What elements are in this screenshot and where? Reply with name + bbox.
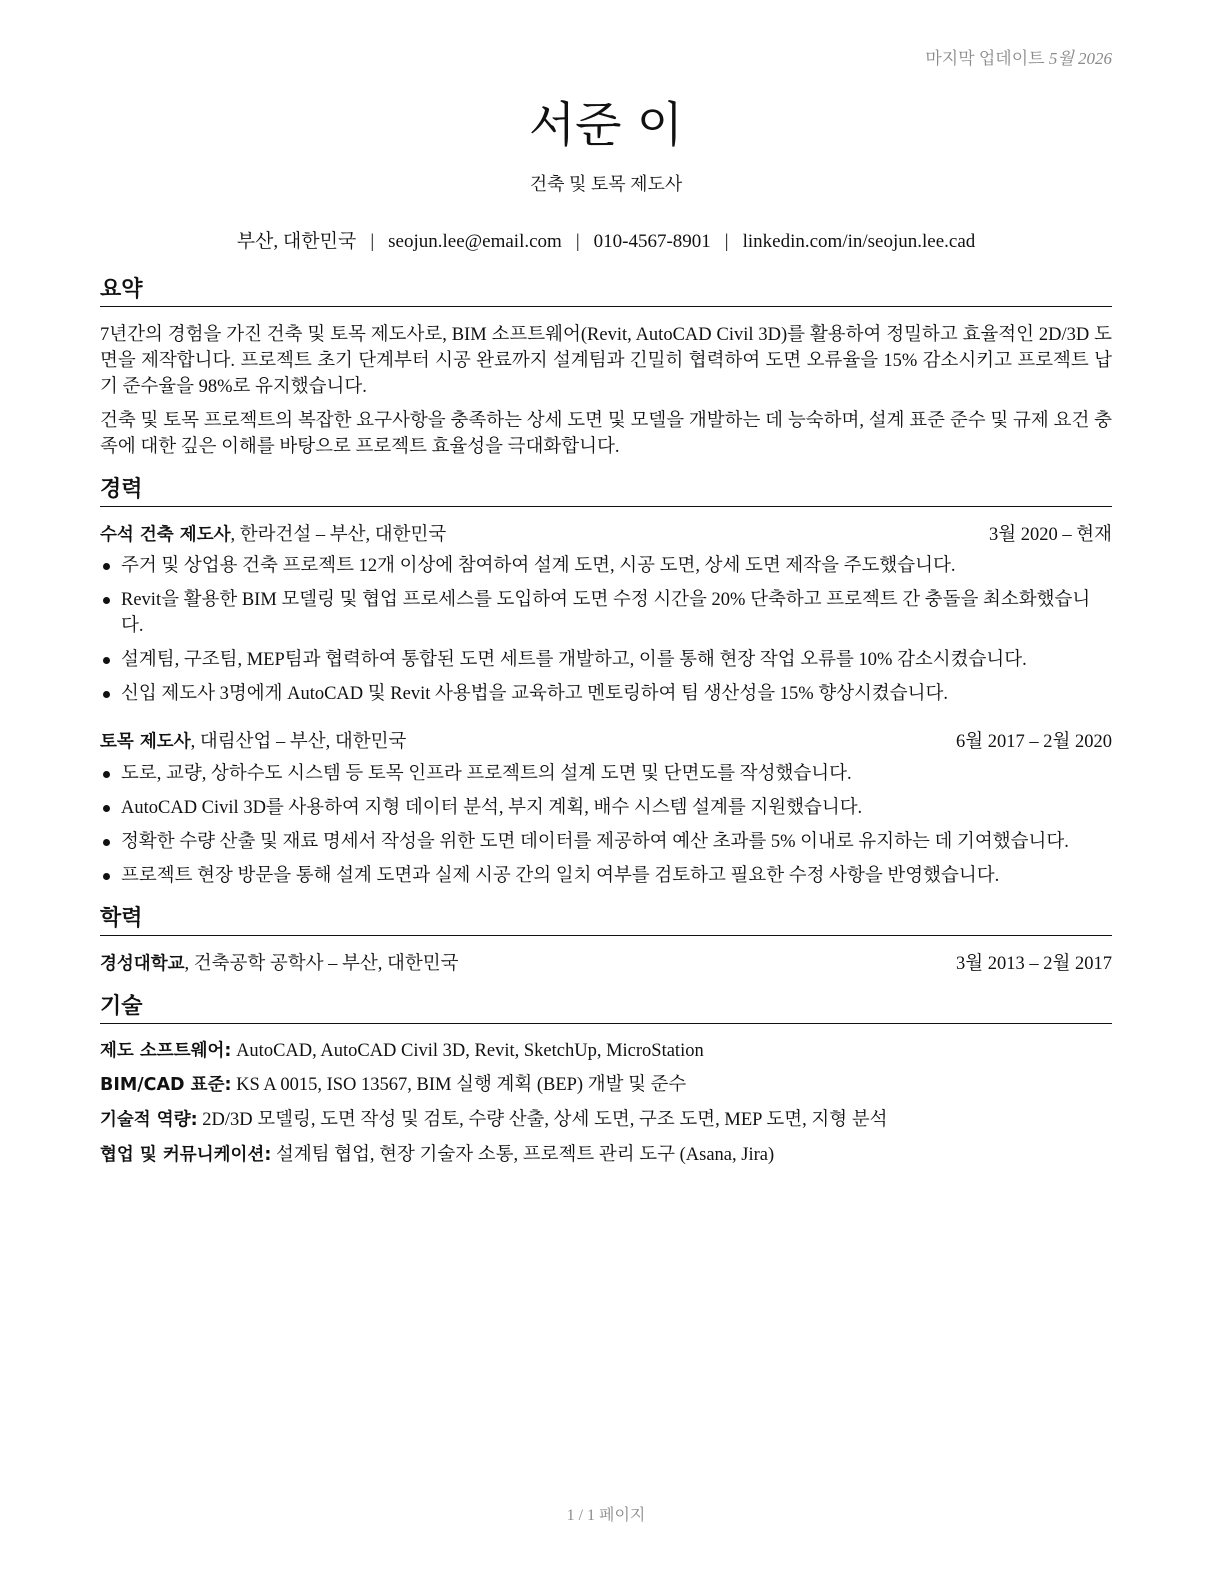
degree-detail: , 건축공학 공학사 – 부산, 대한민국 bbox=[184, 954, 459, 974]
list-item: 도로, 교량, 상하수도 시스템 등 토목 인프라 프로젝트의 설계 도면 및 단면도를 작성했습니다. bbox=[100, 761, 1112, 787]
job-role: 수석 건축 제도사 bbox=[100, 525, 231, 545]
skill-value: AutoCAD, AutoCAD Civil 3D, Revit, SketchUp, MicroStation bbox=[231, 1041, 704, 1061]
summary-heading: 요약 bbox=[100, 276, 1112, 307]
job-org: , 대림산업 – 부산, 대한민국 bbox=[190, 732, 407, 752]
candidate-name: 서준 이 bbox=[528, 97, 684, 153]
school-name: 경성대학교 bbox=[100, 954, 185, 974]
skill-line bbox=[100, 1073, 1112, 1097]
education-dates: 3월 2013 – 2월 2017 bbox=[956, 954, 1112, 974]
job-header bbox=[100, 523, 1112, 547]
list-item: Revit을 활용한 BIM 모델링 및 협업 프로세스를 도입하여 도면 수정 시간을 20% 단축하고 프로젝트 간 충돌을 최소화했습니다. bbox=[100, 587, 1112, 639]
job-org: , 한라건설 – 부산, 대한민국 bbox=[230, 525, 447, 545]
skill-label: 제도 소프트웨어: bbox=[100, 1041, 232, 1061]
contact-phone: 010-4567-8901 bbox=[593, 231, 711, 252]
skill-label: BIM/CAD 표준: bbox=[100, 1075, 232, 1095]
education-entry bbox=[100, 952, 1112, 976]
resume-page bbox=[100, 0, 1112, 1584]
job-bullets bbox=[100, 761, 1112, 897]
list-item: 프로젝트 현장 방문을 통해 설계 도면과 실제 시공 간의 일치 여부를 검토하고 필요한 수정 사항을 반영했습니다. bbox=[100, 863, 1112, 889]
experience-heading: 경력 bbox=[100, 476, 1112, 507]
list-item: 설계팀, 구조팀, MEP팀과 협력하여 통합된 도면 세트를 개발하고, 이를 통해 현장 작업 오류를 10% 감소시켰습니다. bbox=[100, 647, 1112, 673]
summary-paragraph: 건축 및 토목 프로젝트의 복잡한 요구사항을 충족하는 상세 도면 및 모델을 개발하는 데 능숙하며, 설계 표준 준수 및 규제 요건 충족에 대한 깊은 이해를 바탕으로 프로젝트 효율성을 극대화합니다. bbox=[100, 411, 1112, 457]
list-item: 신입 제도사 3명에게 AutoCAD 및 Revit 사용법을 교육하고 멘토링하여 팀 생산성을 15% 향상시켰습니다. bbox=[100, 681, 1112, 707]
skill-value: 설계팀 협업, 현장 기술자 소통, 프로젝트 관리 도구 (Asana, Jira) bbox=[271, 1145, 775, 1165]
contact-line bbox=[100, 226, 1112, 253]
skill-value: 2D/3D 모델링, 도면 작성 및 검토, 수량 산출, 상세 도면, 구조 도면, MEP 도면, 지형 분석 bbox=[197, 1110, 888, 1130]
job-header bbox=[100, 730, 1112, 754]
contact-location: 부산, 대한민국 bbox=[236, 231, 357, 252]
contact-linkedin[interactable]: linkedin.com/in/seojun.lee.cad bbox=[742, 231, 976, 252]
skill-label: 기술적 역량: bbox=[100, 1110, 198, 1130]
list-item: AutoCAD Civil 3D를 사용하여 지형 데이터 분석, 부지 계획, 배수 시스템 설계를 지원했습니다. bbox=[100, 795, 1112, 821]
skill-value: KS A 0015, ISO 13567, BIM 실행 계획 (BEP) 개발 및 준수 bbox=[231, 1075, 687, 1095]
job-bullets bbox=[100, 553, 1112, 715]
skill-line bbox=[100, 1108, 1112, 1132]
summary-paragraph: 7년간의 경험을 가진 건축 및 토목 제도사로, BIM 소프트웨어(Revit, AutoCAD Civil 3D)를 활용하여 정밀하고 효율적인 2D/3D 도면을 제작합니다. 프로젝트 초기 단계부터 시공 완료까지 설계팀과 긴밀히 협력하여 도면 오류율을 15% 감소시키고 프로젝트 납기 준수율을 98%로 유지했습니다. bbox=[100, 325, 1112, 397]
contact-separator: | bbox=[370, 231, 375, 252]
skill-line bbox=[100, 1143, 1112, 1167]
list-item: 주거 및 상업용 건축 프로젝트 12개 이상에 참여하여 설계 도면, 시공 도면, 상세 도면 제작을 주도했습니다. bbox=[100, 553, 1112, 579]
job-dates: 3월 2020 – 현재 bbox=[989, 525, 1112, 545]
contact-separator: | bbox=[724, 231, 729, 252]
job-dates: 6월 2017 – 2월 2020 bbox=[956, 732, 1112, 752]
skills-heading: 기술 bbox=[100, 993, 1112, 1024]
contact-separator: | bbox=[575, 231, 580, 252]
job-title: 건축 및 토목 제도사 bbox=[529, 174, 683, 194]
skill-line bbox=[100, 1039, 1112, 1063]
job-role: 토목 제도사 bbox=[100, 732, 191, 752]
skill-label: 협업 및 커뮤니케이션: bbox=[100, 1145, 272, 1165]
contact-email[interactable]: seojun.lee@email.com bbox=[388, 231, 562, 252]
list-item: 정확한 수량 산출 및 재료 명세서 작성을 위한 도면 데이터를 제공하여 예산 초과를 5% 이내로 유지하는 데 기여했습니다. bbox=[100, 829, 1112, 855]
education-heading: 학력 bbox=[100, 905, 1112, 936]
page-indicator: 1 / 1 페이지 bbox=[566, 1507, 646, 1524]
last-updated: 마지막 업데이트 5월 2026 bbox=[925, 49, 1112, 68]
